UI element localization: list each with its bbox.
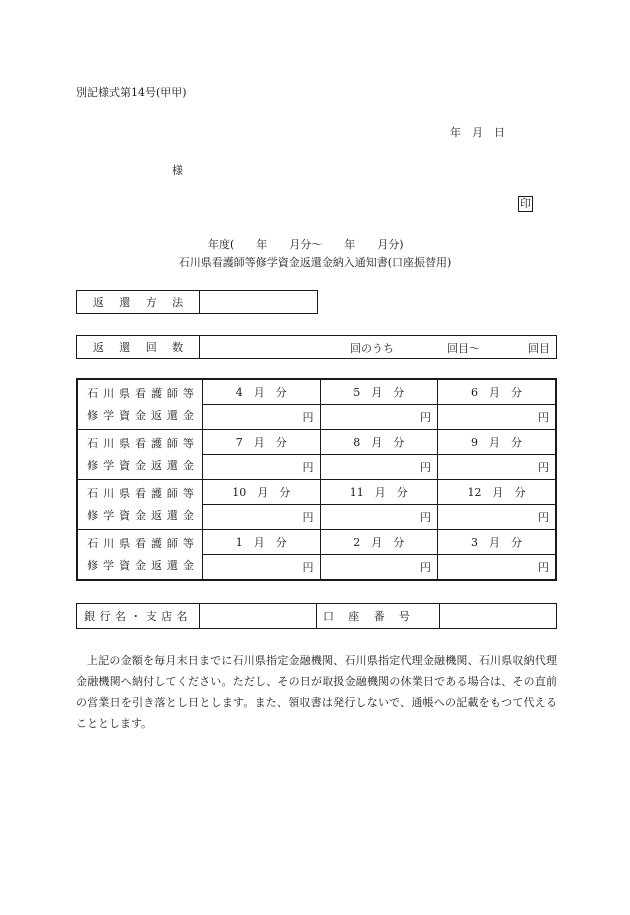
repayment-method-label: 返還方法 bbox=[77, 291, 200, 314]
repayment-count-label: 返還回数 bbox=[77, 336, 200, 359]
form-code: 別記様式第14号(甲甲) bbox=[76, 86, 187, 99]
month-label: 2 月 分 bbox=[320, 530, 438, 555]
notice-text: 上記の金額を毎月末日までに石川県指定金融機関、石川県指定代理金融機関、石川県収納代理金融機関へ納付してください。ただし、その日が取扱金融機関の休業日である場合は、その直前の営業日を引き落とし日とします。また、領収書は発行しないで、通帳への記載をもつて代えることとします。 bbox=[76, 654, 557, 730]
count-from-text: 回目〜 bbox=[447, 342, 480, 355]
amount-field[interactable]: 円 bbox=[438, 455, 557, 480]
repayment-count-field[interactable] bbox=[200, 336, 557, 359]
amount-field[interactable]: 円 bbox=[320, 455, 438, 480]
amount-field[interactable]: 円 bbox=[320, 555, 438, 581]
month-label: 6 月 分 bbox=[438, 379, 557, 405]
month-label: 5 月 分 bbox=[320, 379, 438, 405]
fund-name-line2: 修学資金返還金 bbox=[87, 508, 199, 522]
fund-name-line1: 石川県看護師等 bbox=[87, 536, 199, 550]
fund-name-line1: 石川県看護師等 bbox=[87, 386, 199, 400]
fund-name-line1: 石川県看護師等 bbox=[87, 436, 199, 450]
seal-mark: 印 bbox=[520, 197, 531, 210]
addressee: 様 bbox=[172, 164, 183, 177]
month-label: 9 月 分 bbox=[438, 430, 557, 455]
bank-info-table bbox=[76, 603, 557, 629]
month-label: 12 月 分 bbox=[438, 480, 557, 505]
account-number-label: 口座番号 bbox=[317, 604, 440, 629]
month-label: 11 月 分 bbox=[320, 480, 438, 505]
document-title: 石川県看護師等修学資金返還金納入通知書(口座振替用) bbox=[178, 256, 452, 269]
fund-name-line2: 修学資金返還金 bbox=[87, 558, 199, 572]
amount-field[interactable]: 円 bbox=[203, 505, 321, 530]
table-row bbox=[77, 379, 556, 405]
amount-field[interactable]: 円 bbox=[320, 505, 438, 530]
fund-name-line2: 修学資金返還金 bbox=[87, 458, 199, 472]
count-of-text: 回のうち bbox=[350, 342, 394, 355]
fund-name-cell bbox=[77, 379, 203, 430]
amount-field[interactable]: 円 bbox=[203, 555, 321, 581]
table-row bbox=[77, 530, 556, 555]
monthly-amount-table bbox=[76, 378, 557, 581]
table-row bbox=[77, 430, 556, 455]
month-label: 3 月 分 bbox=[438, 530, 557, 555]
bank-branch-label: 銀行名・支店名 bbox=[77, 604, 200, 629]
date-line: 年 月 日 bbox=[450, 126, 505, 139]
month-label: 4 月 分 bbox=[203, 379, 321, 405]
fund-name-cell bbox=[77, 530, 203, 581]
fund-name-cell bbox=[77, 430, 203, 480]
bank-branch-field[interactable] bbox=[200, 604, 317, 629]
amount-field[interactable]: 円 bbox=[438, 555, 557, 581]
month-label: 10 月 分 bbox=[203, 480, 321, 505]
period-line: 年度( 年 月分〜 年 月分) bbox=[208, 238, 404, 251]
account-number-field[interactable] bbox=[440, 604, 557, 629]
amount-field[interactable]: 円 bbox=[320, 405, 438, 430]
amount-field[interactable]: 円 bbox=[203, 455, 321, 480]
fund-name-line2: 修学資金返還金 bbox=[87, 408, 199, 422]
month-label: 8 月 分 bbox=[320, 430, 438, 455]
amount-field[interactable]: 円 bbox=[203, 405, 321, 430]
month-label: 7 月 分 bbox=[203, 430, 321, 455]
count-to-text: 回目 bbox=[528, 342, 550, 355]
month-label: 1 月 分 bbox=[203, 530, 321, 555]
table-row bbox=[77, 480, 556, 505]
amount-field[interactable]: 円 bbox=[438, 505, 557, 530]
fund-name-cell bbox=[77, 480, 203, 530]
fund-name-line1: 石川県看護師等 bbox=[87, 486, 199, 500]
amount-field[interactable]: 円 bbox=[438, 405, 557, 430]
repayment-method-table bbox=[76, 290, 318, 314]
repayment-count-table bbox=[76, 335, 557, 359]
repayment-method-field[interactable] bbox=[200, 291, 318, 314]
